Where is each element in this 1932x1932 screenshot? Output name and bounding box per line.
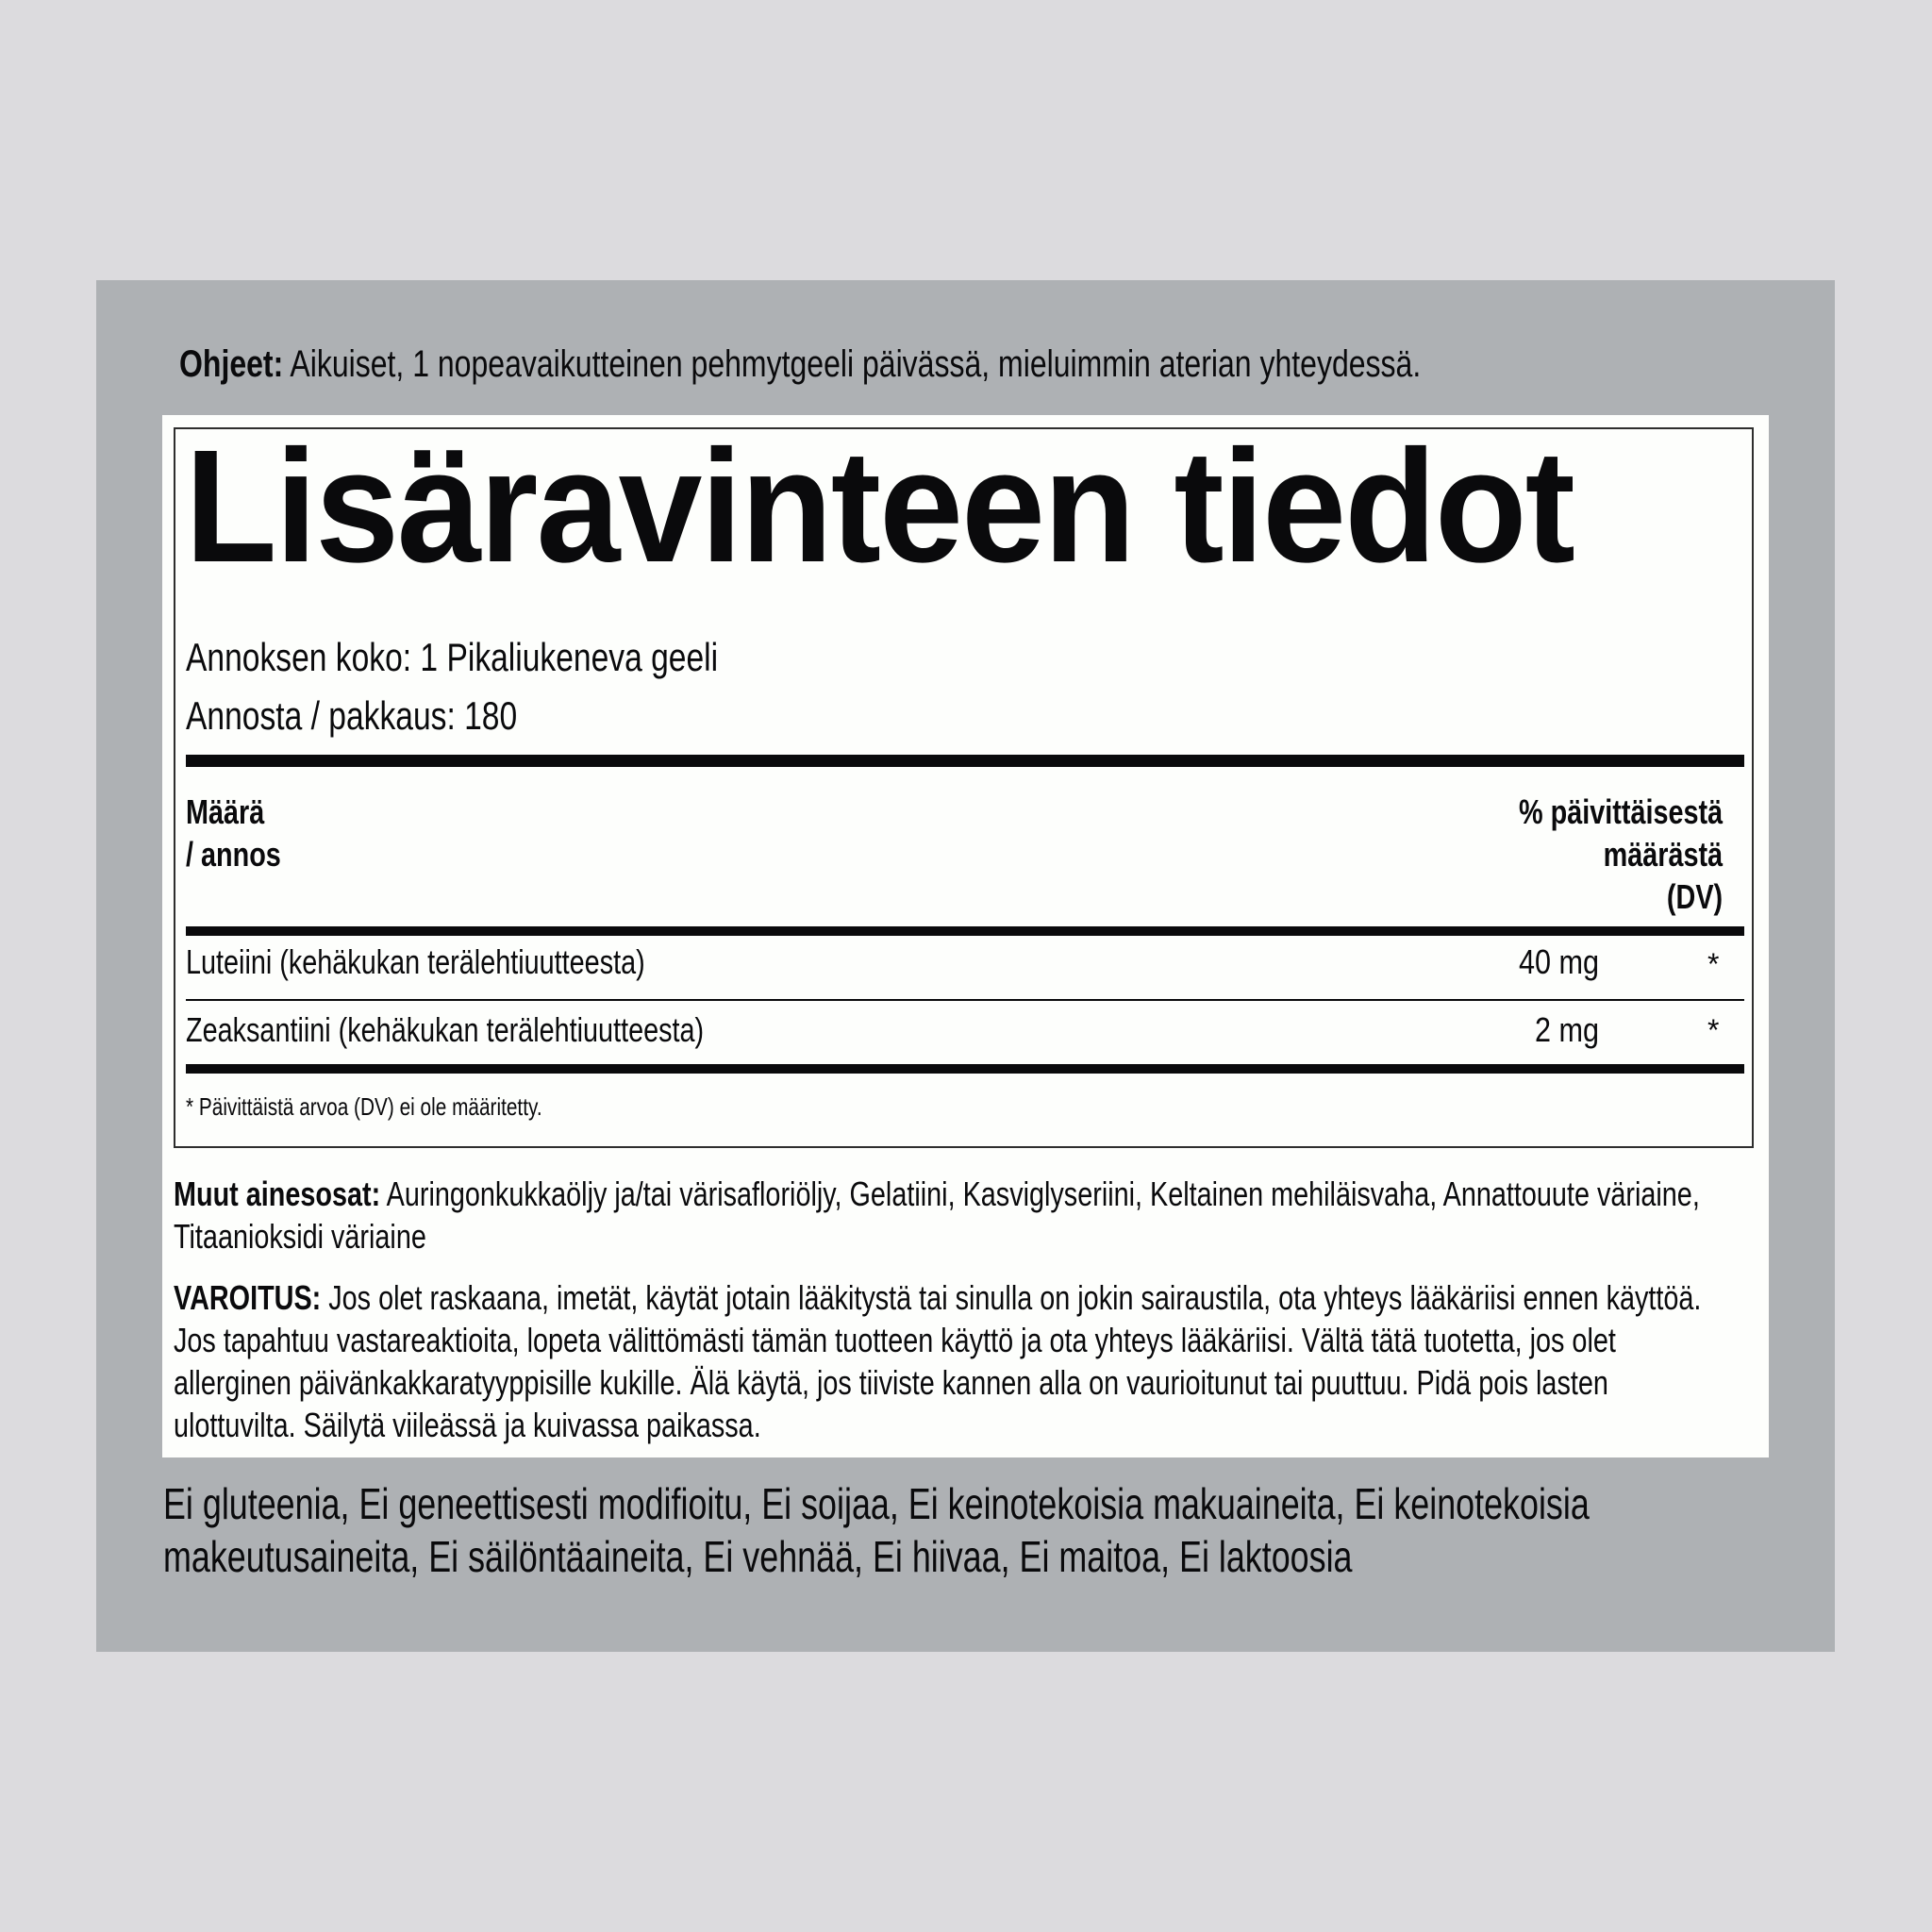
free-from-claims: Ei gluteenia, Ei geneettisesti modifioitu, Ei soijaa, Ei keinotekoisia makuaineita, Ei keinotekoisia makeutusaineita, Ei säilöntäaineita, Ei vehnää, Ei hiivaa, Ei maitoa, Ei laktoosia (163, 1479, 1590, 1581)
other-ingredients (174, 1173, 1728, 1257)
nutrient-dv: * (1707, 1013, 1720, 1047)
other-ingredients-label: Muut ainesosat: (174, 1174, 381, 1213)
servings-per-container: Annosta / pakkaus: 180 (186, 693, 518, 738)
thick-divider (186, 1064, 1744, 1074)
amount-header-line2: / annos (186, 835, 281, 874)
nutrient-amount: 40 mg (1518, 942, 1599, 981)
amount-per-serving-header (186, 791, 281, 875)
warning-label: VAROITUS: (174, 1278, 322, 1317)
nutrient-amount: 2 mg (1534, 1010, 1599, 1049)
warning (174, 1276, 1728, 1446)
dv-header-line2: määrästä (1603, 835, 1723, 874)
facts-title: Lisäravinteen tiedot (185, 417, 1574, 596)
serving-size: Annoksen koko: 1 Pikaliukeneva geeli (186, 635, 719, 679)
nutrient-name: Zeaksantiini (kehäkukan terälehtiuutteesta) (186, 1010, 705, 1049)
thick-divider (186, 755, 1744, 767)
amount-header-line1: Määrä (186, 792, 265, 831)
directions-text: Aikuiset, 1 nopeavaikutteinen pehmytgeeli päivässä, mieluimmin aterian yhteydessä. (283, 343, 1422, 385)
directions (179, 341, 1421, 387)
dv-footnote: * Päivittäistä arvoa (DV) ei ole määritetty. (186, 1092, 542, 1121)
dv-header-line1: % päivittäisestä (1518, 792, 1723, 831)
thick-divider (186, 926, 1744, 936)
warning-text: Jos olet raskaana, imetät, käytät jotain lääkitystä tai sinulla on jokin sairaustila, ota yhteys lääkäriisi ennen käyttöä. Jos tapahtuu vastareaktioita, lopeta välittömästi tämän tuotteen käyttö ja ota yhteys lääkäriisi. Vältä tätä tuotetta, jos olet allerginen päivänkakkaratyyppisille kukille. Älä käytä, jos tiiviste kannen alla on vaurioitunut tai puuttuu. Pidä pois lasten ulottuvilta. Säilytä viileässä ja kuivassa paikassa. (174, 1278, 1702, 1444)
daily-value-header (1519, 791, 1723, 918)
dv-header-line3: (DV) (1666, 877, 1723, 916)
directions-label: Ohjeet: (179, 343, 284, 385)
thin-divider (186, 999, 1744, 1001)
nutrient-dv: * (1707, 947, 1720, 981)
other-ingredients-text: Auringonkukkaöljy ja/tai värisafloriöljy, Gelatiini, Kasviglyseriini, Keltainen mehiläisvaha, Annattouute väriaine, Titaanioksidi väriaine (174, 1174, 1700, 1256)
nutrient-name: Luteiini (kehäkukan terälehtiuutteesta) (186, 942, 645, 981)
